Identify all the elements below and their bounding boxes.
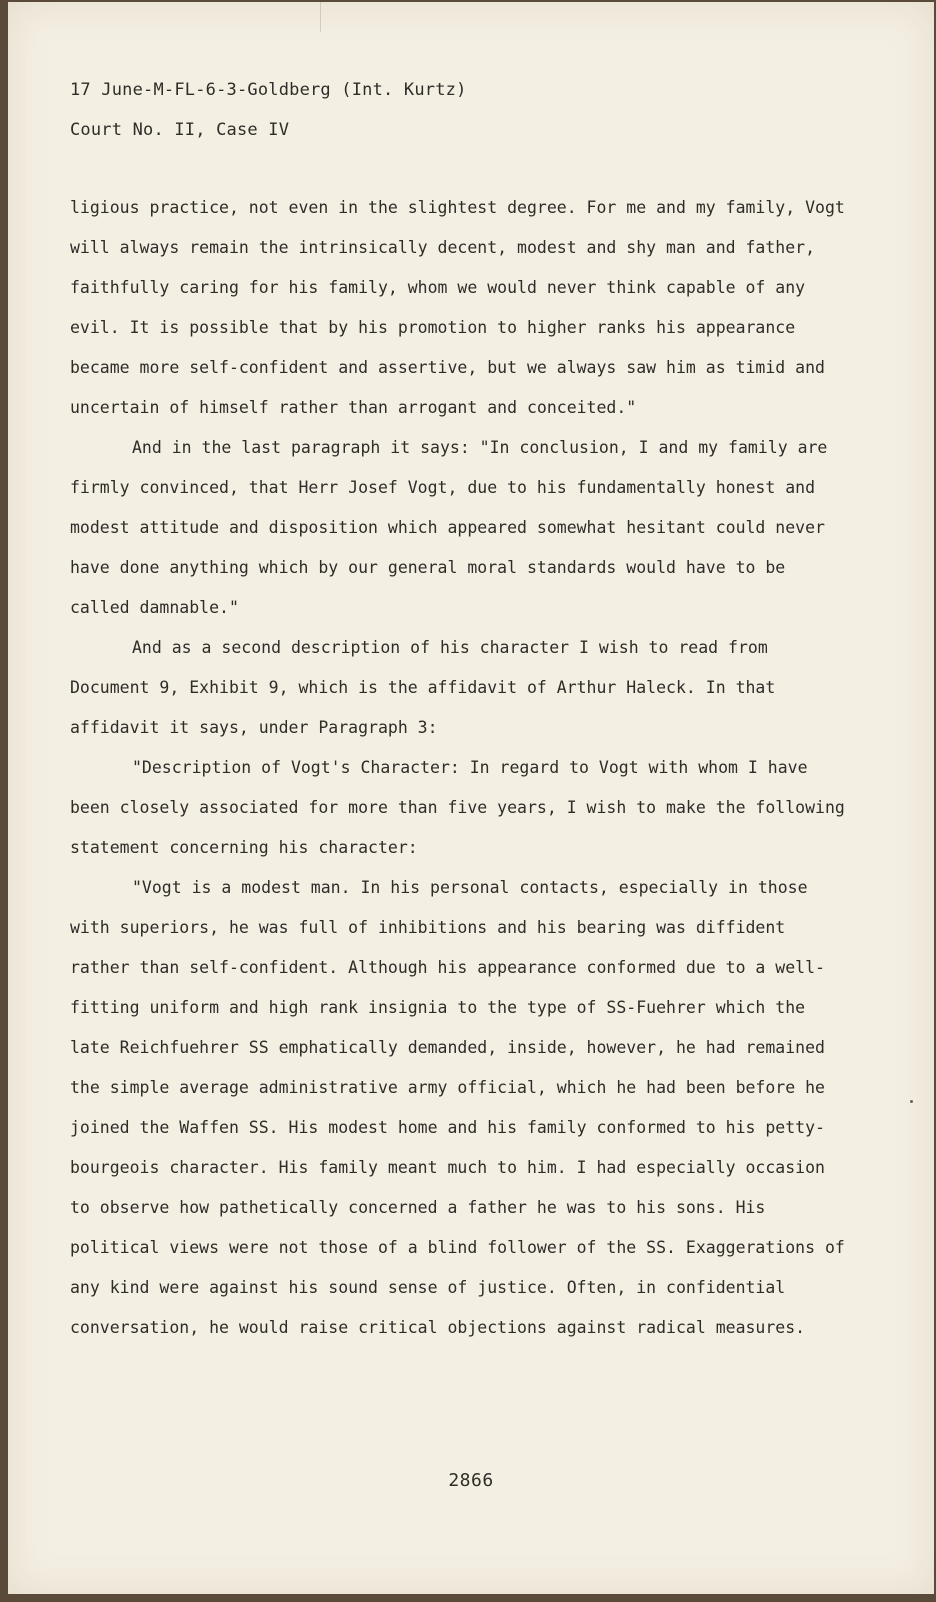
- paragraph-character-quote: "Vogt is a modest man. In his personal contacts, especially in those with superiors, he was full of inhibitions and his bearing was diffident rather than self-confident. Although his appearance conformed due to a well-fitting uniform and high rank insignia to the type of SS-Fuehrer which the late Reichfuehrer SS emphatically demanded, inside, however, he had remained the simple average administrative army official, which he had been before he joined the Waffen SS. His modest home and his family conformed to his petty-bourgeois character. His family meant much to him. I had especially occasion to observe how pathetically concerned a father he was to his sons. His political views were not those of a blind follower of the SS. Exaggerations of any kind were against his sound sense of justice. Often, in confidential conversation, he would raise critical objections against radical measures.: [70, 878, 845, 1337]
- document-page: [8, 2, 934, 1594]
- transcript-reference: 17 June-M-FL-6-3-Goldberg (Int. Kurtz): [70, 80, 467, 100]
- ink-speck: [910, 1100, 913, 1103]
- paragraph-description-heading: "Description of Vogt's Character: In regard to Vogt with whom I have been closely associated for more than five years, I wish to make the following statement concerning his character:: [70, 758, 845, 857]
- document-header: [70, 70, 467, 150]
- document-body: [70, 188, 850, 1348]
- paragraph-continuation: ligious practice, not even in the slightest degree. For me and my family, Vogt will always remain the intrinsically decent, modest and shy man and father, faithfully caring for his family, whom we would never think capable of any evil. It is possible that by his promotion to higher ranks his appearance became more self-confident and assertive, but we always saw him as timid and uncertain of himself rather than arrogant and conceited.": [70, 198, 845, 417]
- page-number: 2866: [448, 1470, 494, 1491]
- fold-mark: [320, 2, 321, 32]
- paragraph-last-paragraph-quote: And in the last paragraph it says: "In conclusion, I and my family are firmly convinced, that Herr Josef Vogt, due to his fundamentally honest and modest attitude and disposition which appeared somewhat hesitant could never have done anything which by our general moral standards would have to be called damnable.": [70, 438, 828, 617]
- paragraph-second-description: And as a second description of his character I wish to read from Document 9, Exhibit 9, which is the affidavit of Arthur Haleck. In that affidavit it says, under Paragraph 3:: [70, 638, 776, 737]
- court-case-label: Court No. II, Case IV: [70, 120, 290, 140]
